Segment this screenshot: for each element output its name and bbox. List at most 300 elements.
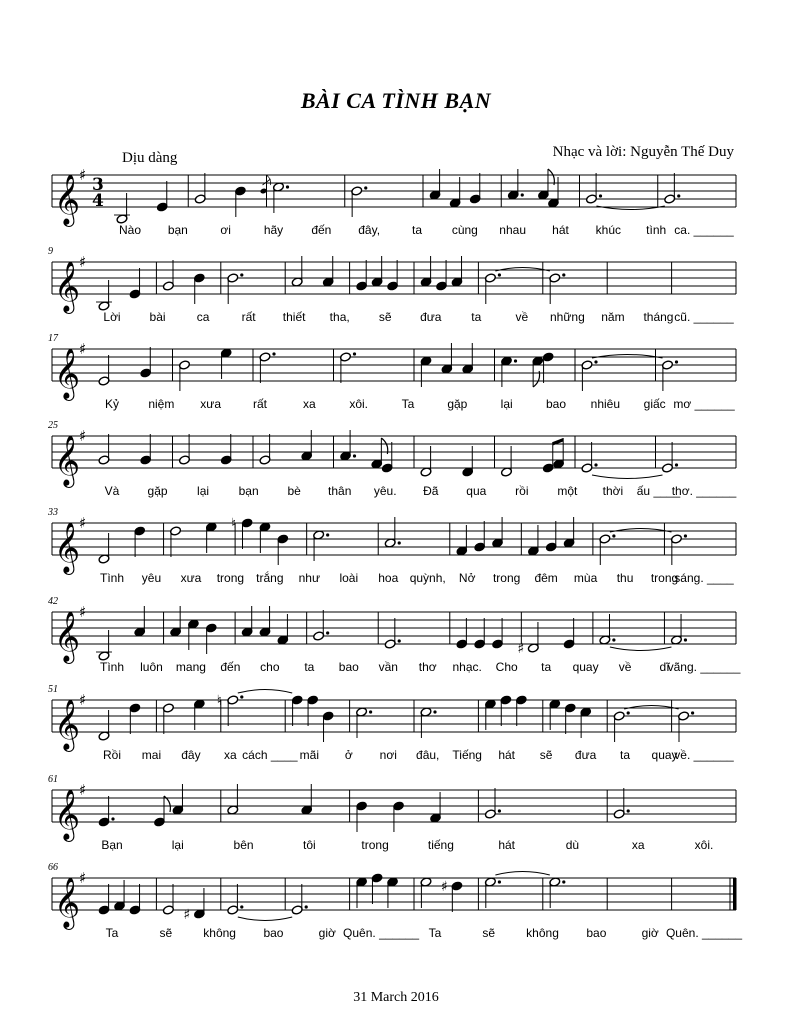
note — [220, 348, 232, 379]
note — [220, 434, 232, 465]
lyric-syllable: luôn — [140, 660, 163, 674]
note — [580, 707, 592, 738]
tie — [238, 917, 292, 921]
note — [542, 352, 554, 383]
lyric-syllable: thu — [616, 571, 634, 585]
lyric-syllable: bạn — [167, 223, 188, 237]
note — [356, 707, 373, 738]
lyric-syllable: đêm — [534, 571, 558, 585]
lyric-syllable: yêu — [141, 571, 162, 585]
lyric-syllable: hát — [498, 748, 515, 762]
note — [545, 521, 557, 552]
note — [259, 606, 271, 637]
lyric-syllable: thân — [328, 484, 352, 498]
note — [515, 695, 527, 726]
lyric-syllable: đây, — [358, 223, 381, 237]
note — [259, 522, 271, 553]
note — [162, 260, 174, 291]
lyric-syllable: dĩ — [659, 660, 670, 674]
note — [456, 618, 468, 649]
note — [140, 347, 152, 378]
augmentation-dot — [675, 360, 678, 363]
key-signature-sharp-icon: ♯ — [79, 340, 87, 358]
lyric-syllable: hoa — [378, 571, 399, 585]
lyric-syllable: Tình — [99, 660, 125, 674]
augmentation-dot — [240, 695, 243, 698]
lyric-syllable: thơ — [418, 660, 437, 674]
lyric-syllable: lại — [197, 484, 210, 498]
treble-clef-icon: 𝄞 — [54, 174, 81, 225]
note — [162, 703, 174, 734]
note — [114, 193, 130, 224]
lyric-syllable: hãy — [263, 223, 284, 237]
tie — [597, 206, 665, 210]
song-title: BÀI CA TÌNH BẠN — [300, 88, 492, 113]
lyric-syllable: khúc — [595, 223, 622, 237]
lyric-syllable: sẽ — [482, 926, 496, 940]
lyric-syllable: vần — [378, 660, 398, 674]
note — [129, 703, 141, 734]
note — [129, 884, 141, 915]
note — [484, 877, 501, 908]
note — [429, 169, 441, 200]
lyric-syllable: Quên. ______ — [665, 926, 743, 940]
note — [259, 434, 271, 465]
measure-number: 42 — [48, 596, 58, 607]
lyric-syllable: bạn — [238, 484, 259, 498]
note — [205, 623, 217, 654]
lyric-syllable: xôi. — [694, 838, 714, 852]
augmentation-dot — [562, 880, 565, 883]
note — [98, 434, 110, 465]
time-signature-top: 3 — [92, 175, 104, 195]
lyric-syllable: sẽ — [378, 310, 392, 324]
note — [193, 273, 205, 304]
augmentation-dot — [684, 534, 687, 537]
note — [387, 260, 399, 291]
lyric-syllable: Và — [104, 484, 120, 498]
note — [671, 614, 688, 645]
lyric-syllable: đưa — [420, 310, 442, 324]
lyric-syllable: bao — [263, 926, 284, 940]
tempo-marking: Dịu dàng — [122, 150, 178, 166]
note — [527, 525, 539, 556]
lyric-syllable: yêu. — [373, 484, 397, 498]
lyric-syllable: xa — [631, 838, 645, 852]
lyric-syllable: về — [515, 310, 529, 324]
lyric-syllable: gặp — [147, 484, 168, 498]
note — [532, 356, 544, 387]
note — [98, 710, 110, 741]
augmentation-dot — [498, 880, 501, 883]
note — [170, 526, 182, 557]
treble-clef-icon: 𝄞 — [54, 261, 81, 312]
measure-number: 51 — [48, 684, 58, 695]
key-signature-sharp-icon: ♯ — [79, 781, 87, 799]
measure-number: 33 — [48, 507, 58, 518]
note — [547, 177, 559, 208]
augmentation-dot — [612, 638, 615, 641]
note — [194, 173, 206, 204]
date-footer: 31 March 2016 — [353, 990, 439, 1005]
treble-clef-icon: 𝄞 — [54, 611, 81, 662]
measure-number: 66 — [48, 862, 58, 873]
lyric-syllable: năm — [601, 310, 625, 324]
lyrics-line — [0, 926, 792, 942]
lyric-syllable: không — [203, 926, 236, 940]
lyric-syllable: cùng — [451, 223, 478, 237]
lyric-syllable: gặp — [447, 397, 468, 411]
lyric-syllable: mang — [175, 660, 206, 674]
note — [277, 534, 289, 565]
augmentation-dot — [353, 352, 356, 355]
sharp-icon: ♯ — [440, 879, 448, 895]
augmentation-dot — [677, 194, 680, 197]
key-signature-sharp-icon: ♯ — [79, 427, 87, 445]
lyric-syllable: quỳnh, — [409, 571, 446, 585]
lyric-syllable: bao — [338, 660, 359, 674]
lyric-syllable: loài — [339, 571, 359, 585]
lyric-syllable: Cho — [495, 660, 518, 674]
final-barline — [733, 878, 737, 910]
note — [187, 619, 199, 650]
note — [492, 618, 504, 649]
note — [340, 430, 357, 461]
note — [420, 877, 432, 908]
lyric-syllable: niệm — [148, 397, 175, 411]
augmentation-dot — [326, 533, 329, 536]
note — [441, 343, 453, 374]
treble-clef-icon: 𝄞 — [54, 435, 81, 486]
augmentation-dot — [691, 711, 694, 714]
treble-clef-icon: 𝄞 — [54, 348, 81, 399]
lyric-syllable: trong — [361, 838, 389, 852]
lyric-syllable: Nào — [118, 223, 142, 237]
note — [172, 784, 184, 815]
note — [134, 606, 146, 637]
key-signature-sharp-icon: ♯ — [79, 691, 87, 709]
note — [156, 181, 168, 212]
lyric-syllable: Rồi — [102, 748, 122, 762]
lyric-syllable: tiếng — [427, 838, 454, 852]
note — [98, 533, 110, 564]
lyric-syllable: Quên. ______ — [343, 926, 420, 940]
lyric-syllable: mơ ______ — [673, 397, 735, 411]
note — [387, 877, 399, 908]
lyric-syllable: Kỷ — [104, 397, 120, 411]
note — [162, 884, 174, 915]
lyric-syllable: như — [298, 571, 321, 585]
augmentation-dot — [433, 710, 436, 713]
lyric-syllable: trong — [216, 571, 245, 585]
treble-clef-icon: 𝄞 — [54, 877, 81, 928]
lyric-syllable: Ta — [428, 926, 442, 940]
note — [205, 522, 217, 553]
augmentation-dot — [111, 817, 114, 820]
note — [420, 256, 432, 287]
lyric-syllable: ở — [344, 748, 353, 762]
lyric-syllable: ta — [471, 310, 482, 324]
lyric-syllable: Ta — [105, 926, 119, 940]
note — [96, 630, 112, 661]
note — [501, 356, 518, 387]
note — [563, 517, 575, 548]
measure-number: 17 — [48, 333, 58, 344]
lyric-syllable: cho — [260, 660, 280, 674]
lyric-syllable: bài — [149, 310, 166, 324]
note — [140, 434, 152, 465]
lyric-syllable: bao — [545, 397, 567, 411]
tie — [495, 268, 549, 272]
sharp-icon: ♯ — [517, 641, 525, 657]
lyric-syllable: thơ. ______ — [671, 484, 737, 498]
lyric-syllable: giấc — [643, 397, 666, 411]
lyric-syllable: bè — [287, 484, 301, 498]
note — [231, 516, 253, 549]
treble-clef-icon: 𝄞 — [54, 522, 81, 573]
note — [96, 280, 112, 311]
augmentation-dot — [521, 193, 524, 196]
note — [474, 618, 486, 649]
augmentation-dot — [498, 273, 501, 276]
lyric-syllable: xôi. — [349, 397, 368, 411]
lyric-syllable: cũ. ______ — [674, 310, 734, 324]
note — [241, 606, 253, 637]
lyric-syllable: Tiếng — [452, 748, 482, 762]
lyric-syllable: ta — [411, 223, 423, 237]
note — [322, 256, 334, 287]
note — [170, 606, 182, 637]
note — [313, 530, 330, 561]
augmentation-dot — [684, 638, 687, 641]
treble-clef-icon: 𝄞 — [54, 789, 81, 840]
tie — [238, 690, 292, 694]
note — [227, 784, 239, 815]
lyric-syllable: đến — [311, 223, 332, 237]
lyric-syllable: sáng. ____ — [674, 571, 734, 585]
lyric-syllable: mai — [141, 748, 162, 762]
lyric-syllable: giờ — [641, 926, 659, 940]
augmentation-dot — [326, 631, 329, 634]
lyric-syllable: Đã — [423, 484, 439, 498]
note — [183, 888, 205, 923]
composer-credit: Nhạc và lời: Nguyễn Thế Duy — [552, 144, 734, 160]
lyric-syllable: mãi — [299, 748, 319, 762]
note — [549, 699, 561, 730]
lyric-syllable: qua — [466, 484, 487, 498]
measure-number: 9 — [48, 246, 53, 257]
lyric-syllable: hát — [498, 838, 515, 852]
note — [451, 256, 463, 287]
note — [500, 695, 512, 726]
note — [301, 430, 313, 461]
lyric-syllable: đến — [220, 660, 241, 674]
lyric-syllable: xưa — [180, 571, 202, 585]
note — [179, 360, 191, 391]
lyric-syllable: mùa — [573, 571, 598, 585]
note — [420, 707, 437, 738]
augmentation-dot — [398, 541, 401, 544]
lyric-syllable: những — [550, 310, 585, 324]
lyric-syllable: nơi — [379, 748, 397, 762]
note — [114, 880, 126, 911]
time-signature-bottom: 4 — [92, 191, 104, 211]
lyric-syllable: tháng — [643, 310, 674, 324]
note — [469, 173, 481, 204]
lyric-syllable: quay — [651, 748, 678, 762]
note — [474, 521, 486, 552]
augmentation-dot — [612, 534, 615, 537]
note — [98, 355, 110, 386]
lyric-syllable: rất — [241, 310, 256, 324]
measure-number: 25 — [48, 420, 58, 431]
note — [517, 622, 539, 657]
lyric-syllable: giờ — [318, 926, 336, 940]
note — [179, 434, 191, 465]
lyric-syllable: ca — [196, 310, 210, 324]
augmentation-dot — [240, 905, 243, 908]
note — [599, 614, 616, 645]
lyric-syllable: vãng. ______ — [667, 660, 741, 674]
tie — [592, 355, 663, 359]
augmentation-dot — [594, 463, 597, 466]
lyric-syllable: Lời — [103, 310, 121, 324]
note — [291, 695, 303, 726]
note — [462, 343, 474, 374]
lyric-syllable: một — [557, 484, 578, 498]
lyric-syllable: nhạc. — [452, 660, 482, 674]
note — [393, 801, 405, 832]
key-signature-sharp-icon: ♯ — [79, 166, 87, 184]
lyric-syllable: rất — [252, 397, 268, 411]
augmentation-dot — [599, 194, 602, 197]
lyric-syllable: ta — [620, 748, 631, 762]
key-signature-sharp-icon: ♯ — [79, 514, 87, 532]
augmentation-dot — [675, 463, 678, 466]
lyric-syllable: xa — [302, 397, 316, 411]
augmentation-dot — [594, 360, 597, 363]
lyric-syllable: trong — [492, 571, 521, 585]
lyric-syllable: ơi — [220, 223, 231, 237]
note — [542, 442, 554, 473]
note — [420, 356, 432, 387]
lyric-syllable: quay — [572, 660, 599, 674]
lyric-syllable: cách ____ — [242, 748, 298, 762]
tie — [610, 529, 672, 533]
augmentation-dot — [627, 711, 630, 714]
note — [492, 517, 504, 548]
measure-number: 61 — [48, 774, 58, 785]
note — [307, 695, 319, 726]
lyric-syllable: bên — [233, 838, 254, 852]
key-signature-sharp-icon: ♯ — [79, 603, 87, 621]
augmentation-dot — [627, 809, 630, 812]
lyric-syllable: về — [618, 660, 632, 674]
lyric-syllable: sẽ — [159, 926, 173, 940]
lyric-syllable: Bạn — [101, 838, 123, 852]
note — [98, 884, 110, 915]
augmentation-dot — [272, 352, 275, 355]
note — [356, 801, 368, 832]
lyric-syllable: Ta — [401, 397, 415, 411]
note — [291, 256, 303, 287]
key-signature-sharp-icon: ♯ — [79, 869, 87, 887]
note — [501, 446, 513, 477]
treble-clef-icon: 𝄞 — [54, 699, 81, 750]
tie — [592, 475, 663, 479]
tie — [624, 706, 678, 710]
note — [430, 792, 442, 823]
lyric-syllable: sẽ — [539, 748, 553, 762]
lyric-syllable: tha, — [329, 310, 350, 324]
natural-icon: ♮ — [216, 693, 222, 709]
lyric-syllable: nhau — [499, 223, 527, 237]
lyric-syllable: rồi — [515, 484, 529, 498]
lyric-syllable: thời — [602, 484, 624, 498]
lyric-syllable: xa — [224, 748, 237, 762]
note — [301, 784, 313, 815]
augmentation-dot — [240, 273, 243, 276]
note — [277, 614, 289, 645]
lyric-syllable: lại — [171, 838, 184, 852]
lyric-syllable: hát — [552, 223, 569, 237]
note — [564, 703, 576, 734]
lyric-syllable: trong — [650, 571, 679, 585]
lyric-syllable: đưa — [574, 748, 597, 762]
note — [456, 525, 468, 556]
lyric-syllable: đây — [181, 748, 201, 762]
lyric-syllable: về. ______ — [674, 748, 734, 762]
key-signature-sharp-icon: ♯ — [79, 253, 87, 271]
augmentation-dot — [562, 273, 565, 276]
lyric-syllable: Nở — [458, 571, 476, 585]
staff-system — [0, 848, 792, 958]
note — [371, 256, 383, 287]
augmentation-dot — [353, 454, 356, 457]
note — [356, 260, 368, 291]
note — [371, 873, 383, 904]
note — [129, 268, 141, 299]
note — [193, 699, 205, 730]
augmentation-dot — [514, 359, 517, 362]
lyric-syllable: lại — [500, 397, 513, 411]
lyric-syllable: đâu, — [416, 748, 440, 762]
note — [420, 446, 432, 477]
note — [322, 711, 334, 742]
note — [441, 879, 463, 912]
augmentation-dot — [498, 809, 501, 812]
lyric-syllable: xưa — [200, 397, 222, 411]
note — [462, 446, 474, 477]
note — [384, 517, 401, 548]
lyric-syllable: tôi — [302, 838, 316, 852]
lyric-syllable: không — [526, 926, 559, 940]
lyric-syllable: bao — [586, 926, 607, 940]
lyric-syllable: ta — [541, 660, 552, 674]
natural-icon: ♮ — [231, 516, 237, 532]
lyric-syllable: dù — [565, 838, 580, 852]
note — [449, 177, 461, 208]
note — [356, 877, 368, 908]
note — [537, 169, 554, 200]
note — [234, 186, 246, 217]
note — [436, 260, 448, 291]
note — [507, 169, 524, 200]
lyric-syllable: nhiêu — [590, 397, 621, 411]
lyric-syllable: ấu ____ — [636, 484, 681, 498]
tie — [495, 872, 549, 876]
note — [134, 526, 146, 557]
